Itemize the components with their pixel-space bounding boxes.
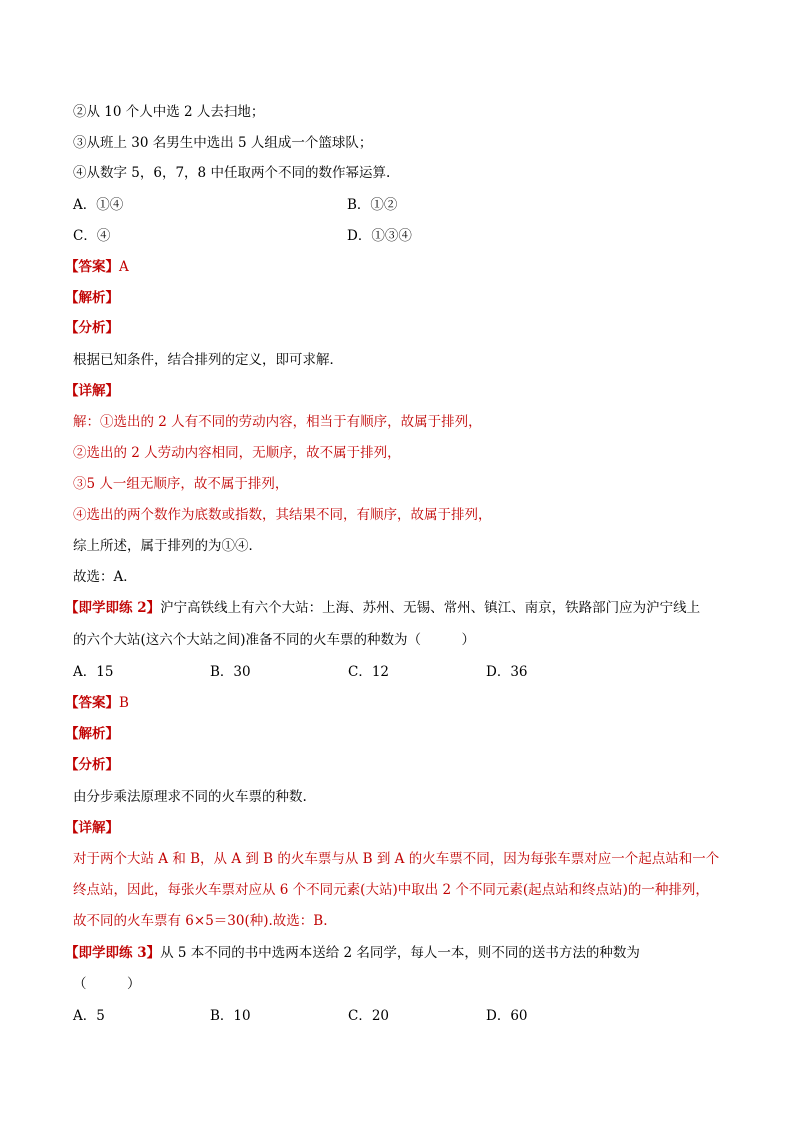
q1-xiangjie-label: 【详解】: [65, 383, 119, 399]
q1-conclusion: 故选：A．: [73, 569, 137, 585]
q2-answer: [65, 693, 129, 713]
q3-stem-line2: （ ）: [73, 976, 141, 992]
q1-detail-line: ②选出的 2 人劳动内容相同，无顺序，故不属于排列，: [73, 445, 401, 461]
q2-detail-line: 终点站，因此，每张火车票对应从 6 个不同元素(大站)中取出 2 个不同元素(起点站和终点站)的一种排列，: [73, 882, 709, 898]
q1-fenxi-text: 根据已知条件，结合排列的定义，即可求解．: [73, 352, 343, 368]
q2-detail-line: 对于两个大站 A 和 B，从 A 到 B 的火车票与从 B 到 A 的火车票不同，因为每张车票对应一个起点站和一个: [73, 851, 720, 867]
q1-option-a: A．①④: [73, 197, 124, 213]
q2-stem-line2: 的六个大站(这六个大站之间)准备不同的火车票的种数为（ ）: [73, 632, 476, 648]
q1-answer: [65, 257, 129, 277]
q1-option-c: C．④: [73, 228, 111, 244]
q2-text: 沪宁高铁线上有六个大站：上海、苏州、无锡、常州、镇江、南京，铁路部门应为沪宁线上: [160, 600, 701, 616]
q1-jiexi-label: 【解析】: [65, 290, 119, 306]
q2-fenxi-label: 【分析】: [65, 757, 119, 773]
q1-item-2: ②从 10 个人中选 2 人去扫地；: [73, 104, 265, 120]
q3-text: 从 5 本不同的书中选两本送给 2 名同学，每人一本，则不同的送书方法的种数为: [160, 945, 640, 961]
q2-stem-line1: [65, 598, 700, 618]
answer-label: 【答案】: [65, 259, 119, 275]
q1-fenxi-label: 【分析】: [65, 320, 119, 336]
q3-option-b: B．10: [210, 1008, 251, 1024]
q2-option-a: A．15: [73, 664, 114, 680]
q2-xiangjie-label: 【详解】: [65, 820, 119, 836]
q3-option-a: A．5: [73, 1008, 105, 1024]
q1-detail-line: 解：①选出的 2 人有不同的劳动内容，相当于有顺序，故属于排列，: [73, 414, 482, 430]
answer-value: B: [119, 695, 129, 711]
q3-option-c: C．20: [348, 1008, 390, 1024]
q3-tag: 【即学即练 3】: [65, 945, 161, 961]
q1-option-b: B．①②: [347, 197, 398, 213]
q2-option-d: D．36: [486, 664, 528, 680]
q3-option-d: D．60: [486, 1008, 528, 1024]
q2-option-c: C．12: [348, 664, 390, 680]
answer-label: 【答案】: [65, 695, 119, 711]
q1-item-3: ③从班上 30 名男生中选出 5 人组成一个篮球队；: [73, 135, 373, 151]
q1-item-4: ④从数字 5，6，7，8 中任取两个不同的数作幂运算.: [73, 165, 391, 181]
q3-stem-line1: [65, 943, 640, 963]
q1-option-d: D．①③④: [347, 228, 412, 244]
q2-tag: 【即学即练 2】: [65, 600, 161, 616]
answer-value: A: [119, 259, 129, 275]
q2-fenxi-text: 由分步乘法原理求不同的火车票的种数.: [73, 789, 307, 805]
q2-jiexi-label: 【解析】: [65, 726, 119, 742]
q2-detail-line: 故不同的火车票有 6×5＝30(种).故选：B.: [73, 913, 328, 929]
q1-detail-summary: 综上所述，属于排列的为①④．: [73, 538, 262, 554]
q1-detail-line: ③5 人一组无顺序，故不属于排列，: [73, 476, 289, 492]
q1-detail-line: ④选出的两个数作为底数或指数，其结果不同，有顺序，故属于排列，: [73, 507, 492, 523]
q2-option-b: B．30: [210, 664, 251, 680]
